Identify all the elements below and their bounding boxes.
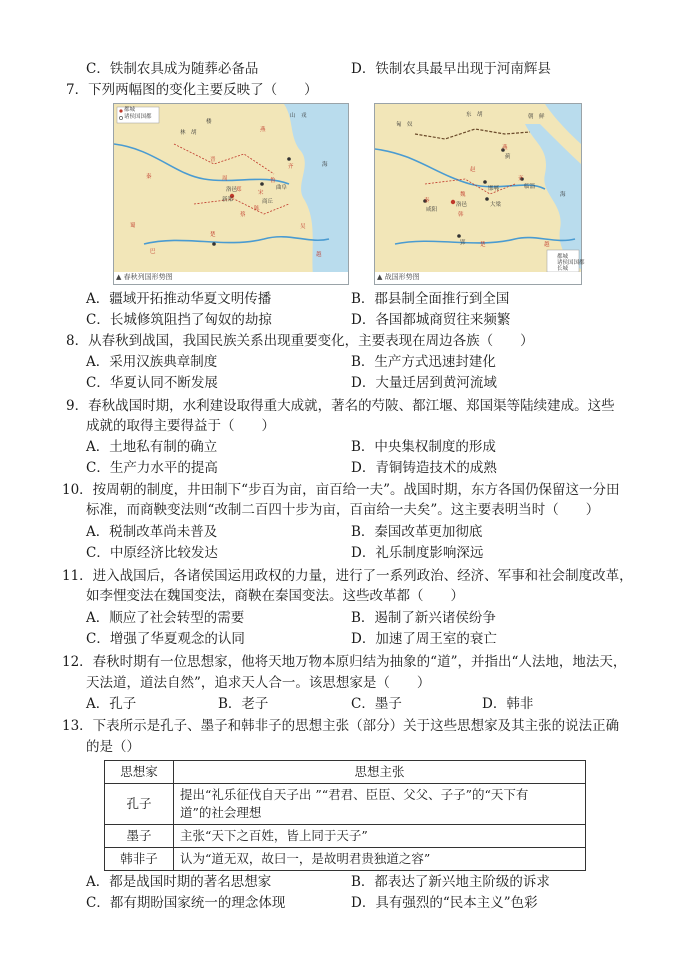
q12-option-d[interactable]: D．韩非	[482, 696, 534, 712]
q8-stem: 8．从春秋到战国，我国民族关系出现重要变化，主要表现在周边各族（ ）	[66, 333, 534, 349]
q8-option-c[interactable]: C．华夏认同不断发展	[86, 375, 218, 391]
q13-stem-line1: 13．下表所示是孔子、墨子和韩非子的思想主张（部分）关于这些思想家及其主张的说法正确	[62, 718, 620, 734]
map-spring-autumn	[113, 103, 349, 285]
map-label: 晋	[210, 157, 216, 163]
map-label: 齐	[288, 164, 294, 170]
thinkers-table	[104, 760, 586, 871]
q8-option-d[interactable]: D．大量迁居到黄河流域	[351, 375, 497, 391]
q12-option-a[interactable]: A．孔子	[86, 696, 137, 712]
thinker-idea: 认为“道无双，故曰一，是故明君贵独道之容”	[174, 848, 586, 871]
q8-option-a[interactable]: A．采用汉族典章制度	[86, 354, 218, 370]
q9-option-b[interactable]: B．中央集权制度的形成	[351, 439, 496, 455]
table-row	[105, 784, 586, 825]
q10-option-d[interactable]: D．礼乐制度影响深远	[351, 545, 484, 561]
map-label: 楼	[206, 119, 212, 125]
q7-option-a[interactable]: A．疆域开拓推动华夏文明传播	[86, 291, 272, 307]
map-label: 朝 鲜	[528, 114, 545, 120]
map-label: 陈	[254, 206, 260, 212]
map-label: 秦	[146, 174, 152, 180]
q12-option-b[interactable]: B．老子	[218, 696, 269, 712]
q13-option-c[interactable]: C．都有期盼国家统一的理念体现	[86, 895, 286, 911]
map-label: 燕	[502, 145, 508, 151]
map-label: 洛邑	[226, 187, 238, 193]
left-legend-capital: 都城	[124, 107, 136, 113]
right-legend-state-capital: 诸侯国国都	[557, 260, 585, 266]
table-row	[105, 848, 586, 871]
map-label: 魏	[460, 192, 466, 198]
q6-option-d[interactable]: D．铁制农具最早出现于河南辉县	[351, 61, 551, 77]
q10-option-a[interactable]: A．税制改革尚未普及	[86, 524, 218, 540]
map-label: 商丘	[262, 199, 274, 205]
map-label: 韩	[458, 212, 464, 218]
left-legend-state-capital: 诸侯国国都	[124, 114, 152, 120]
q10-stem-line2: 标准，而商鞅变法则“改制二百四十步为亩，百亩给一夫矣”。这主要表明当时（ ）	[86, 502, 600, 518]
q11-option-b[interactable]: B．遏制了新兴诸侯纷争	[351, 610, 496, 626]
q13-option-a[interactable]: A．都是战国时期的著名思想家	[86, 874, 272, 890]
map-label: 燕	[260, 127, 266, 133]
q10-stem-line1: 10．按周朝的制度，井田制下“步百为亩，亩百给一夫”。战国时期，东方各国仍保留这一分田	[62, 482, 620, 498]
q11-stem-line2: 如李悝变法在魏国变法，商鞅在秦国变法。这些改革都（ ）	[86, 588, 464, 604]
q11-stem-line1: 11．进入战国后，各诸侯国运用政权的力量，进行了一系列政治、经济、军事和社会制度改革，	[62, 568, 633, 584]
thinker-name: 孔子	[105, 784, 174, 825]
map-label: 齐	[518, 176, 524, 182]
q9-stem-line1: 9．春秋战国时期，水利建设取得重大成就，著名的芍陂、都江堰、郑国渠等陆续建成。这些	[66, 398, 615, 414]
q13-option-d[interactable]: D．具有强烈的“民本主义”色彩	[351, 895, 538, 911]
q10-option-c[interactable]: C．中原经济比较发达	[86, 545, 218, 561]
map-label: 新郑	[222, 197, 234, 203]
thinker-idea	[174, 784, 586, 825]
q7-option-b[interactable]: B．郡县制全面推行到全国	[351, 291, 510, 307]
right-legend-great-wall: 长城	[557, 266, 569, 272]
thinker-name: 墨子	[105, 825, 174, 848]
map-label: 咸阳	[426, 207, 438, 213]
map-label: 林 胡	[180, 130, 197, 136]
map-label: 蓟	[505, 154, 511, 160]
q9-option-a[interactable]: A．土地私有制的确立	[86, 439, 218, 455]
thinker-name: 韩非子	[105, 848, 174, 871]
q7-stem: 7．下列两幅图的变化主要反映了（ ）	[66, 82, 318, 98]
map-label: 曲阜	[276, 185, 288, 191]
map-label: 海	[322, 162, 328, 168]
table-header: 思想主张	[174, 761, 586, 784]
map-label: 匈 奴	[396, 122, 413, 128]
map-label: 郢	[460, 240, 466, 246]
q12-stem-line1: 12．春秋时期有一位思想家，他将天地万物本原归结为抽象的“道”，并指出“人法地，地法天，	[62, 654, 627, 670]
map-label: 吴	[300, 224, 306, 230]
table-header: 思想家	[105, 761, 174, 784]
q11-option-c[interactable]: C．增强了华夏观念的认同	[86, 631, 245, 647]
right-legend-capital: 都城	[557, 254, 569, 260]
map-label: 巴	[150, 249, 156, 255]
map-label: 楚	[210, 232, 216, 238]
q13-option-b[interactable]: B．都表达了新兴地主阶级的诉求	[351, 874, 550, 890]
map-left-caption: ▲ 春秋列国形势图	[116, 273, 173, 281]
map-warring-states	[374, 103, 582, 285]
map-label: 海	[560, 192, 566, 198]
table-row	[105, 825, 586, 848]
map-label: 邯郸	[488, 186, 500, 192]
map-label: 鲁	[270, 178, 276, 184]
map-label: 楚	[480, 242, 486, 248]
map-spring-autumn-graphic	[114, 104, 348, 284]
idea-line: 提出“礼乐征伐自天子出 ”“君君、臣臣、父父、子子”的“天下有	[180, 787, 529, 802]
map-label: 赵	[470, 167, 476, 173]
q11-option-d[interactable]: D．加速了周王室的衰亡	[351, 631, 497, 647]
table-header-row	[105, 761, 586, 784]
map-label: 越	[316, 252, 322, 258]
q9-option-d[interactable]: D．青铜铸造技术的成熟	[351, 460, 497, 476]
map-label: 郑	[236, 187, 242, 193]
q9-stem-line2: 成就的取得主要得益于（ ）	[86, 418, 275, 434]
map-right-caption: ▲ 战国形势图	[377, 273, 420, 281]
idea-line: 道”的社会理想	[180, 805, 262, 820]
map-label: 周	[222, 176, 228, 182]
q8-option-b[interactable]: B．生产方式迅速封建化	[351, 354, 496, 370]
q12-option-c[interactable]: C．墨子	[351, 696, 402, 712]
map-label: 秦	[424, 198, 430, 204]
q10-option-b[interactable]: B．秦国改革更加彻底	[351, 524, 483, 540]
q13-stem-line2: 的是（）	[86, 739, 140, 755]
q7-option-c[interactable]: C．长城修筑阻挡了匈奴的劫掠	[86, 312, 272, 328]
map-label: 蔡	[240, 212, 246, 218]
thinker-idea: 主张“天下之百姓，皆上同于天子”	[174, 825, 586, 848]
map-label: 蜀	[130, 223, 136, 229]
q9-option-c[interactable]: C．生产力水平的提高	[86, 460, 218, 476]
map-label: 临淄	[524, 184, 536, 190]
map-label: 东 胡	[466, 112, 483, 118]
q11-option-a[interactable]: A．顺应了社会转型的需要	[86, 610, 245, 626]
map-label: 洛邑	[456, 202, 468, 208]
map-label: 越	[544, 242, 550, 248]
map-label: 大梁	[490, 202, 502, 208]
map-warring-states-graphic	[375, 104, 581, 284]
map-label: 宋	[258, 190, 264, 196]
q12-stem-line2: 天法道，道法自然”，追求天人合一。该思想家是（ ）	[86, 675, 431, 691]
map-label: 山 戎	[290, 113, 307, 119]
q6-option-c[interactable]: C．铁制农具成为随葬必备品	[86, 61, 259, 77]
q7-option-d[interactable]: D．各国都城商贸往来频繁	[351, 312, 511, 328]
